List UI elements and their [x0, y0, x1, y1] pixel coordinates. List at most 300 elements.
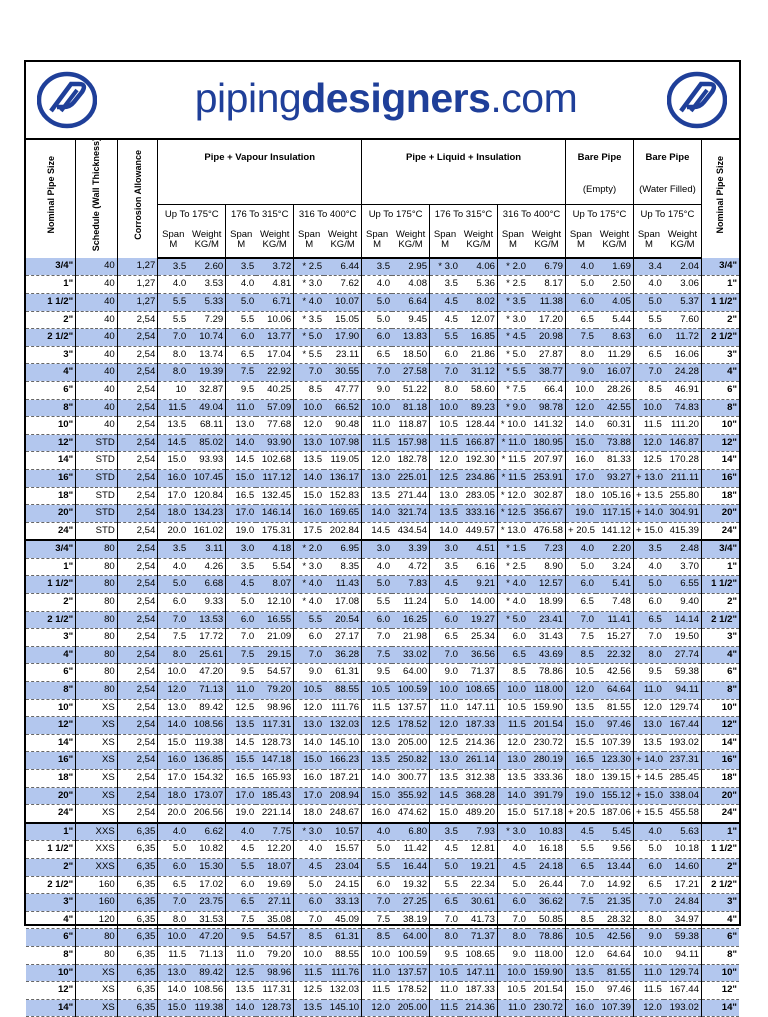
span-cell: * 2.0	[498, 258, 528, 276]
weight-cell: 206.56	[188, 805, 226, 823]
weight-cell: 13.53	[188, 611, 226, 629]
span-cell: 14.0	[566, 417, 596, 435]
span-cell: 11.0	[498, 999, 528, 1017]
span-cell: 7.0	[633, 629, 663, 647]
weight-cell: 47.77	[324, 381, 362, 399]
weight-cell: 2.50	[596, 276, 634, 294]
span-unit-header: Span M	[633, 224, 663, 258]
weight-cell: 280.19	[528, 752, 566, 770]
nominal-size-cell: 2"	[26, 594, 76, 612]
table-row	[26, 682, 739, 700]
schedule-cell: XS	[76, 964, 118, 982]
weight-cell: 368.28	[460, 787, 498, 805]
span-cell: 12.0	[362, 999, 392, 1017]
weight-cell: 139.15	[596, 770, 634, 788]
schedule-cell: XS	[76, 770, 118, 788]
corrosion-cell: 2,54	[117, 770, 158, 788]
schedule-cell: XXS	[76, 823, 118, 841]
weight-cell: 89.23	[460, 399, 498, 417]
weight-cell: 255.80	[664, 487, 702, 505]
span-cell: 6.5	[226, 346, 256, 364]
weight-cell: 8.02	[460, 293, 498, 311]
span-cell: 7.0	[362, 364, 392, 382]
nominal-size-cell: 2"	[701, 858, 739, 876]
span-cell: 11.5	[633, 982, 663, 1000]
weight-cell: 93.90	[256, 434, 294, 452]
span-cell: 4.5	[430, 841, 460, 859]
weight-cell: 146.87	[664, 434, 702, 452]
span-cell: 5.5	[566, 841, 596, 859]
nominal-size-cell: 12"	[701, 982, 739, 1000]
weight-cell: 18.07	[256, 858, 294, 876]
span-cell: * 5.0	[498, 346, 528, 364]
nominal-size-cell: 2 1/2"	[26, 329, 76, 347]
weight-cell: 107.39	[596, 734, 634, 752]
span-cell: 14.5	[226, 452, 256, 470]
weight-cell: 7.48	[596, 594, 634, 612]
span-cell: 15.5	[566, 734, 596, 752]
table-row	[26, 452, 739, 470]
weight-cell: 5.44	[596, 311, 634, 329]
nominal-size-cell: 18"	[701, 770, 739, 788]
nominal-size-cell: 14"	[701, 999, 739, 1017]
span-cell: 8.0	[633, 646, 663, 664]
span-cell: 10.5	[566, 929, 596, 947]
span-cell: * 11.5	[498, 469, 528, 487]
corrosion-cell: 6,35	[117, 946, 158, 964]
weight-cell: 128.73	[256, 734, 294, 752]
schedule-cell: 40	[76, 293, 118, 311]
span-cell: + 20.5	[566, 522, 596, 540]
weight-cell: 161.02	[188, 522, 226, 540]
span-cell: + 14.0	[633, 752, 663, 770]
span-cell: 13.5	[566, 964, 596, 982]
table-row	[26, 894, 739, 912]
schedule-cell: XXS	[76, 858, 118, 876]
weight-cell: 261.14	[460, 752, 498, 770]
span-cell: 17.0	[158, 770, 188, 788]
bare-pipe-water-sub: (Water Filled)	[633, 177, 701, 205]
weight-cell: 89.42	[188, 964, 226, 982]
span-cell: 3.0	[226, 540, 256, 558]
nominal-size-cell: 8"	[26, 946, 76, 964]
span-cell: 11.5	[362, 982, 392, 1000]
corrosion-cell: 6,35	[117, 964, 158, 982]
weight-cell: 21.86	[460, 346, 498, 364]
span-cell: 4.5	[430, 311, 460, 329]
span-cell: 9.0	[566, 364, 596, 382]
weight-cell: 11.24	[392, 594, 430, 612]
weight-cell: 118.87	[392, 417, 430, 435]
nominal-size-cell: 8"	[26, 682, 76, 700]
weight-cell: 27.74	[664, 646, 702, 664]
corrosion-cell: 2,54	[117, 594, 158, 612]
span-cell: 7.0	[498, 911, 528, 929]
span-cell: 6.0	[294, 894, 324, 912]
weight-cell: 81.55	[596, 699, 634, 717]
nominal-size-cell: 3"	[701, 346, 739, 364]
weight-cell: 21.35	[596, 894, 634, 912]
weight-cell: 18.50	[392, 346, 430, 364]
weight-cell: 187.06	[596, 805, 634, 823]
span-cell: 5.0	[362, 311, 392, 329]
weight-cell: 36.28	[324, 646, 362, 664]
span-cell: * 3.0	[498, 311, 528, 329]
span-cell: 7.0	[633, 364, 663, 382]
corrosion-cell: 2,54	[117, 646, 158, 664]
weight-cell: 36.62	[528, 894, 566, 912]
weight-cell: 6.71	[256, 293, 294, 311]
span-cell: 7.0	[362, 894, 392, 912]
schedule-cell: 160	[76, 876, 118, 894]
span-cell: 8.0	[498, 929, 528, 947]
weight-cell: 10.06	[256, 311, 294, 329]
weight-cell: 94.11	[664, 946, 702, 964]
weight-cell: 141.12	[596, 522, 634, 540]
weight-cell: 3.70	[664, 558, 702, 576]
span-cell: + 14.5	[633, 770, 663, 788]
span-cell: 11.0	[362, 964, 392, 982]
weight-cell: 14.00	[460, 594, 498, 612]
span-cell: 7.0	[430, 911, 460, 929]
span-cell: 10.0	[633, 946, 663, 964]
weight-cell: 6.44	[324, 258, 362, 276]
weight-cell: 7.60	[664, 311, 702, 329]
weight-cell: 6.68	[188, 576, 226, 594]
weight-cell: 71.37	[460, 929, 498, 947]
weight-cell: 146.14	[256, 505, 294, 523]
table-row	[26, 505, 739, 523]
weight-cell: 19.50	[664, 629, 702, 647]
document-page	[24, 60, 741, 1013]
span-cell: 8.0	[158, 364, 188, 382]
span-cell: 12.0	[633, 699, 663, 717]
weight-unit-header: Weight KG/M	[188, 224, 226, 258]
span-cell: 15.0	[158, 452, 188, 470]
weight-cell: 25.61	[188, 646, 226, 664]
span-cell: 7.5	[362, 646, 392, 664]
span-cell: 7.5	[566, 629, 596, 647]
weight-cell: 170.28	[664, 452, 702, 470]
schedule-cell: 40	[76, 276, 118, 294]
site-brand[interactable]	[186, 72, 586, 124]
weight-cell: 17.90	[324, 329, 362, 347]
corrosion-cell: 2,54	[117, 540, 158, 558]
nominal-pipe-size-header-right: Nominal Pipe Size	[715, 155, 726, 234]
weight-cell: 7.93	[460, 823, 498, 841]
weight-cell: 31.12	[460, 364, 498, 382]
weight-cell: 333.16	[460, 505, 498, 523]
weight-cell: 449.57	[460, 522, 498, 540]
nominal-size-cell: 6"	[701, 664, 739, 682]
nominal-size-cell: 6"	[26, 381, 76, 399]
span-cell: 14.0	[158, 982, 188, 1000]
span-cell: + 15.0	[633, 787, 663, 805]
weight-cell: 61.31	[324, 664, 362, 682]
schedule-cell: 40	[76, 364, 118, 382]
weight-cell: 10.18	[664, 841, 702, 859]
span-cell: 7.0	[633, 894, 663, 912]
span-cell: 14.0	[158, 717, 188, 735]
weight-cell: 237.31	[664, 752, 702, 770]
span-cell: * 4.5	[498, 329, 528, 347]
span-cell: 16.0	[294, 770, 324, 788]
span-cell: * 4.0	[294, 576, 324, 594]
weight-cell: 105.16	[596, 487, 634, 505]
span-cell: 13.5	[430, 505, 460, 523]
weight-cell: 145.10	[324, 999, 362, 1017]
span-cell: 13.5	[226, 717, 256, 735]
schedule-cell: XS	[76, 999, 118, 1017]
weight-cell: 20.98	[528, 329, 566, 347]
span-cell: 4.0	[633, 276, 663, 294]
span-cell: 18.0	[294, 805, 324, 823]
span-cell: 10.0	[430, 399, 460, 417]
span-cell: 6.5	[566, 594, 596, 612]
nominal-size-cell: 4"	[26, 646, 76, 664]
nominal-size-cell: 4"	[26, 364, 76, 382]
weight-cell: 17.04	[256, 346, 294, 364]
weight-cell: 24.18	[528, 858, 566, 876]
nominal-size-cell: 3"	[26, 894, 76, 912]
weight-cell: 102.68	[256, 452, 294, 470]
span-cell: * 12.0	[498, 487, 528, 505]
span-cell: 5.0	[566, 558, 596, 576]
weight-cell: 19.39	[188, 364, 226, 382]
schedule-cell: 120	[76, 911, 118, 929]
weight-cell: 205.00	[392, 734, 430, 752]
nominal-size-cell: 3"	[26, 346, 76, 364]
span-cell: 13.0	[294, 434, 324, 452]
corrosion-cell: 2,54	[117, 805, 158, 823]
weight-cell: 98.96	[256, 964, 294, 982]
span-cell: 5.0	[498, 876, 528, 894]
table-row	[26, 876, 739, 894]
weight-cell: 136.17	[324, 469, 362, 487]
corrosion-cell: 2,54	[117, 487, 158, 505]
weight-cell: 107.98	[324, 434, 362, 452]
table-row	[26, 646, 739, 664]
weight-cell: 11.41	[596, 611, 634, 629]
nominal-size-cell: 12"	[26, 982, 76, 1000]
weight-cell: 46.91	[664, 381, 702, 399]
weight-cell: 187.33	[460, 982, 498, 1000]
span-cell: * 9.0	[498, 399, 528, 417]
span-cell: 9.0	[430, 664, 460, 682]
span-cell: 6.5	[498, 646, 528, 664]
span-cell: 6.0	[158, 858, 188, 876]
span-cell: 14.0	[362, 770, 392, 788]
span-cell: 12.5	[430, 469, 460, 487]
weight-cell: 25.34	[460, 629, 498, 647]
nominal-size-cell: 10"	[701, 964, 739, 982]
span-cell: 11.5	[294, 964, 324, 982]
weight-cell: 355.92	[392, 787, 430, 805]
temperature-range-header: Up To 175°C	[633, 205, 701, 224]
span-cell: 4.0	[226, 823, 256, 841]
weight-cell: 81.55	[596, 964, 634, 982]
weight-cell: 97.46	[596, 717, 634, 735]
span-cell: 13.5	[158, 417, 188, 435]
span-cell: 9.0	[633, 929, 663, 947]
table-row	[26, 999, 739, 1017]
weight-cell: 21.09	[256, 629, 294, 647]
weight-cell: 71.13	[188, 946, 226, 964]
weight-cell: 356.67	[528, 505, 566, 523]
weight-cell: 455.58	[664, 805, 702, 823]
schedule-cell: 80	[76, 540, 118, 558]
table-row	[26, 576, 739, 594]
weight-cell: 107.45	[188, 469, 226, 487]
span-cell: 7.5	[226, 364, 256, 382]
weight-cell: 5.41	[596, 576, 634, 594]
schedule-cell: 80	[76, 611, 118, 629]
weight-cell: 214.36	[460, 999, 498, 1017]
weight-cell: 90.48	[324, 417, 362, 435]
span-cell: 7.0	[430, 646, 460, 664]
weight-cell: 11.72	[664, 329, 702, 347]
span-cell: 5.0	[362, 841, 392, 859]
span-cell: 13.5	[566, 699, 596, 717]
span-cell: 17.0	[566, 469, 596, 487]
span-cell: 16.0	[566, 452, 596, 470]
span-cell: 15.0	[566, 982, 596, 1000]
span-cell: 11.5	[498, 717, 528, 735]
corrosion-cell: 6,35	[117, 823, 158, 841]
span-cell: 9.0	[362, 381, 392, 399]
span-cell: 11.0	[226, 399, 256, 417]
span-cell: * 5.5	[498, 364, 528, 382]
span-cell: 11.5	[362, 434, 392, 452]
table-row	[26, 699, 739, 717]
span-cell: 6.5	[362, 346, 392, 364]
weight-cell: 6.95	[324, 540, 362, 558]
weight-unit-header: Weight KG/M	[664, 224, 702, 258]
weight-cell: 283.05	[460, 487, 498, 505]
span-unit-header: Span M	[362, 224, 392, 258]
table-row	[26, 329, 739, 347]
weight-cell: 24.84	[664, 894, 702, 912]
weight-cell: 36.56	[460, 646, 498, 664]
weight-cell: 166.23	[324, 752, 362, 770]
span-cell: 10.5	[430, 964, 460, 982]
span-cell: 5.5	[226, 858, 256, 876]
weight-cell: 15.30	[188, 858, 226, 876]
corrosion-cell: 6,35	[117, 999, 158, 1017]
weight-cell: 15.05	[324, 311, 362, 329]
span-cell: 11.5	[633, 417, 663, 435]
span-cell: 16.5	[226, 487, 256, 505]
weight-cell: 187.33	[460, 717, 498, 735]
table-row	[26, 434, 739, 452]
span-cell: 14.0	[362, 505, 392, 523]
span-cell: 6.5	[158, 876, 188, 894]
span-cell: 15.0	[566, 717, 596, 735]
span-cell: 15.0	[362, 787, 392, 805]
span-cell: 8.0	[430, 381, 460, 399]
span-cell: 20.0	[158, 522, 188, 540]
weight-cell: 28.32	[596, 911, 634, 929]
weight-cell: 78.86	[528, 929, 566, 947]
span-cell: * 4.0	[294, 594, 324, 612]
nominal-size-cell: 12"	[26, 717, 76, 735]
weight-cell: 187.21	[324, 770, 362, 788]
nominal-size-cell: 14"	[26, 999, 76, 1017]
weight-cell: 20.54	[324, 611, 362, 629]
span-cell: 13.0	[362, 734, 392, 752]
table-row	[26, 311, 739, 329]
weight-cell: 134.23	[188, 505, 226, 523]
pipe-span-table	[26, 138, 739, 1017]
weight-cell: 8.90	[528, 558, 566, 576]
weight-cell: 230.72	[528, 734, 566, 752]
weight-cell: 118.00	[528, 946, 566, 964]
schedule-cell: 80	[76, 929, 118, 947]
span-cell: 16.5	[566, 752, 596, 770]
span-cell: 12.0	[430, 452, 460, 470]
weight-cell: 60.31	[596, 417, 634, 435]
span-cell: 11.0	[362, 417, 392, 435]
span-cell: 13.0	[430, 752, 460, 770]
nominal-size-cell: 1"	[701, 276, 739, 294]
span-cell: + 20.5	[566, 805, 596, 823]
weight-cell: 49.04	[188, 399, 226, 417]
span-cell: 6.5	[633, 346, 663, 364]
weight-cell: 18.99	[528, 594, 566, 612]
table-row	[26, 417, 739, 435]
schedule-cell: STD	[76, 505, 118, 523]
span-cell: 10	[158, 381, 188, 399]
weight-cell: 117.15	[596, 505, 634, 523]
nominal-size-cell: 8"	[26, 399, 76, 417]
weight-cell: 3.11	[188, 540, 226, 558]
span-cell: 8.0	[566, 346, 596, 364]
nominal-size-cell: 2 1/2"	[701, 329, 739, 347]
temperature-range-header: Up To 175°C	[566, 205, 634, 224]
weight-cell: 14.92	[596, 876, 634, 894]
schedule-cell: 40	[76, 399, 118, 417]
span-cell: * 3.0	[430, 258, 460, 276]
weight-cell: 4.26	[188, 558, 226, 576]
span-cell: 4.0	[362, 276, 392, 294]
span-cell: 11.0	[430, 982, 460, 1000]
span-cell: 16.0	[566, 999, 596, 1017]
corrosion-cell: 2,54	[117, 329, 158, 347]
weight-cell: 157.98	[392, 434, 430, 452]
span-cell: 4.0	[158, 558, 188, 576]
span-cell: 10.0	[498, 964, 528, 982]
weight-cell: 64.00	[392, 929, 430, 947]
piping-designers-logo-icon	[37, 70, 97, 130]
weight-cell: 5.45	[596, 823, 634, 841]
weight-cell: 100.59	[392, 946, 430, 964]
span-cell: 11.5	[430, 999, 460, 1017]
span-cell: 10.0	[362, 399, 392, 417]
nominal-size-cell: 20"	[26, 787, 76, 805]
weight-cell: 21.98	[392, 629, 430, 647]
weight-cell: 9.56	[596, 841, 634, 859]
weight-unit-header: Weight KG/M	[324, 224, 362, 258]
weight-cell: 64.64	[596, 946, 634, 964]
weight-cell: 24.28	[664, 364, 702, 382]
span-cell: 12.5	[294, 982, 324, 1000]
weight-cell: 517.18	[528, 805, 566, 823]
span-cell: 4.0	[226, 276, 256, 294]
nominal-size-cell: 1 1/2"	[26, 293, 76, 311]
weight-cell: 147.11	[460, 964, 498, 982]
span-cell: 11.0	[226, 682, 256, 700]
weight-cell: 193.02	[664, 999, 702, 1017]
